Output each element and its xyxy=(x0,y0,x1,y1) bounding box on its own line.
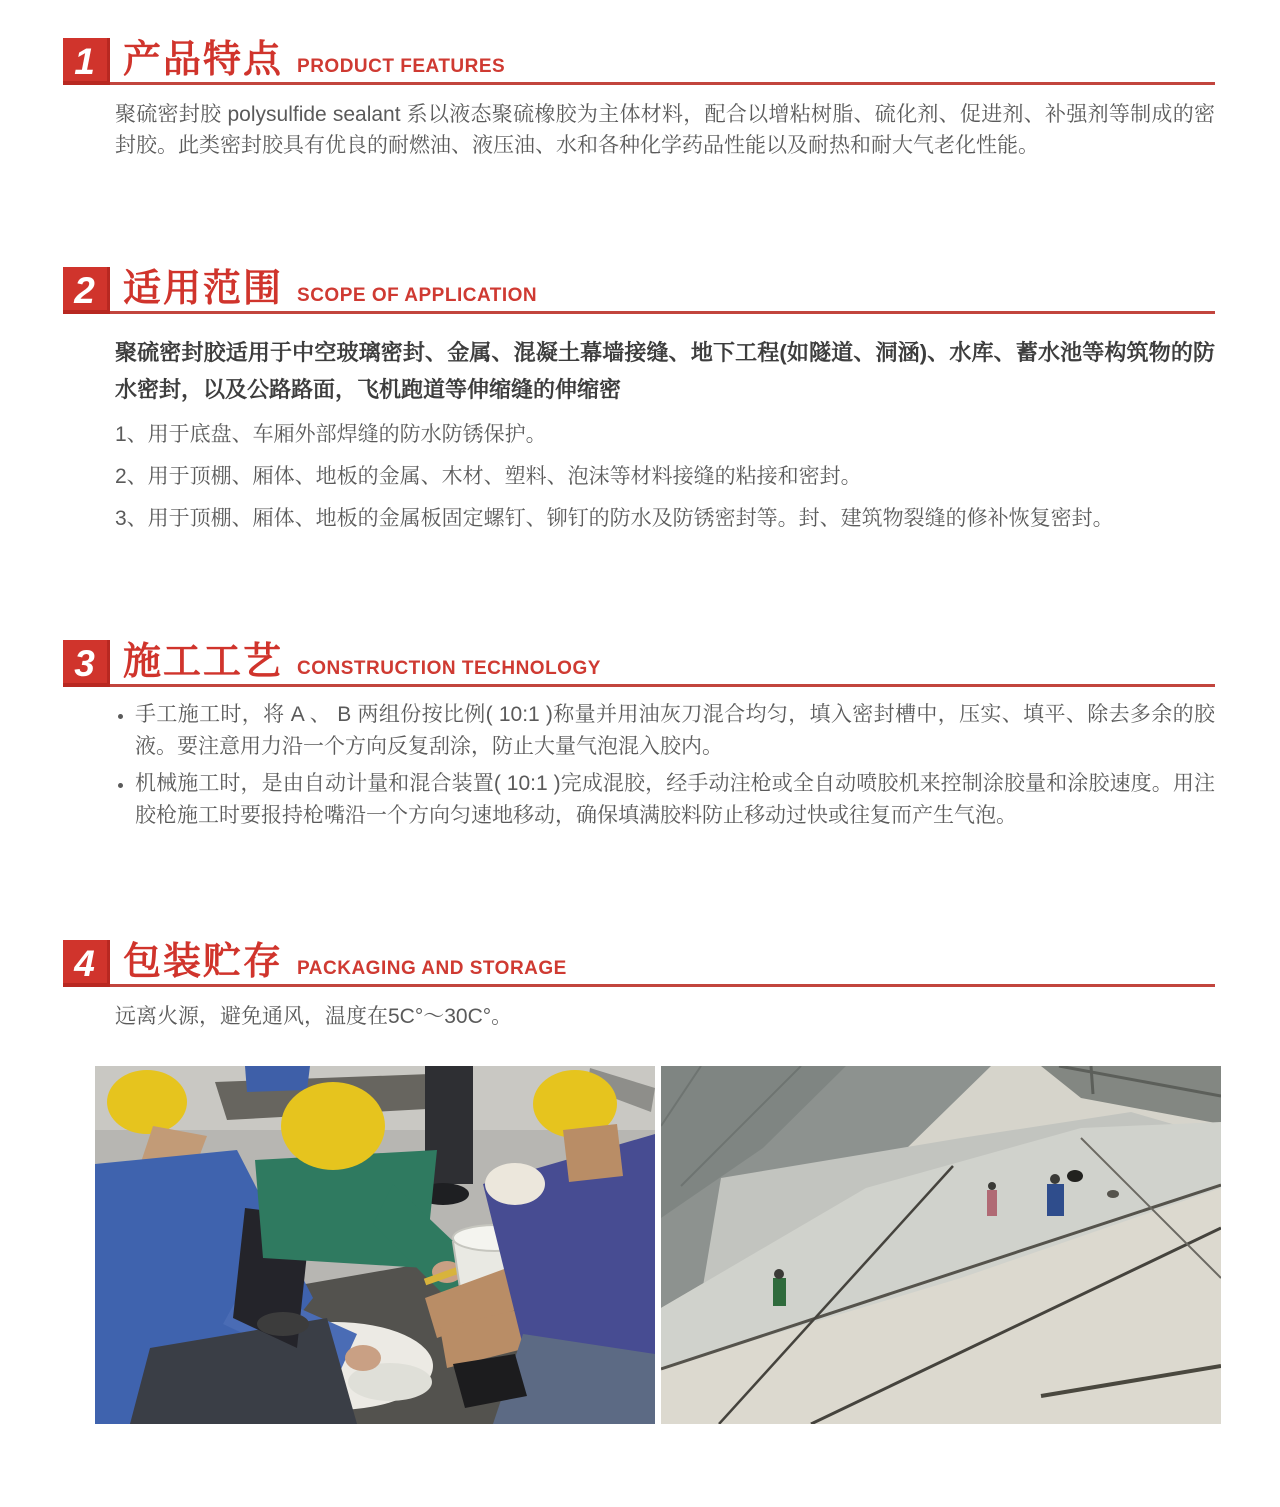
photo-row xyxy=(95,1066,1280,1424)
section-body xyxy=(115,99,1215,161)
sealant-workers-image xyxy=(95,1066,655,1424)
section-number-badge: 3 xyxy=(63,640,110,687)
list-item: 1、用于底盘、车厢外部焊缝的防水防锈保护。 xyxy=(115,423,547,446)
section-header-rule xyxy=(110,640,1215,687)
section-header xyxy=(63,640,1215,687)
section-title-en: SCOPE OF APPLICATION xyxy=(297,285,538,307)
section-scope-of-application xyxy=(63,267,1215,534)
section-body xyxy=(115,1001,1215,1032)
section-header xyxy=(63,267,1215,314)
section-title-zh: 施工工艺 xyxy=(123,641,284,684)
section-number-badge: 2 xyxy=(63,267,110,314)
photo-concrete-slope-joints xyxy=(661,1066,1221,1424)
concrete-slope-image xyxy=(661,1066,1221,1424)
section-header xyxy=(63,940,1215,987)
section-title-en: PACKAGING AND STORAGE xyxy=(297,958,567,980)
section-header xyxy=(63,38,1215,85)
section-title-en: CONSTRUCTION TECHNOLOGY xyxy=(297,658,601,680)
paragraph: 聚硫密封胶 polysulfide sealant 系以液态聚硫橡胶为主体材料，配合以增粘树脂、硫化剂、促进剂、补强剂等制成的密封胶。此类密封胶具有优良的耐燃油、液压油、水和各种化学药品性能以及耐热和耐大气老化性能。 xyxy=(115,103,1215,157)
photo-workers-applying-sealant xyxy=(95,1066,655,1424)
section-construction-technology xyxy=(63,640,1215,832)
paragraph: 远离火源，避免通风，温度在5C°～30C°。 xyxy=(115,1005,513,1028)
section-number-badge: 1 xyxy=(63,38,110,85)
section-title-zh: 包装贮存 xyxy=(123,941,284,984)
section-title-en: PRODUCT FEATURES xyxy=(297,56,506,78)
section-product-features xyxy=(63,38,1215,161)
section-number-badge: 4 xyxy=(63,940,110,987)
section-title-zh: 适用范围 xyxy=(123,268,284,311)
section-header-rule xyxy=(110,38,1215,85)
section-title-zh: 产品特点 xyxy=(123,39,284,82)
lead-paragraph: 聚硫密封胶适用于中空玻璃密封、金属、混凝土幕墙接缝、地下工程(如隧道、洞涵)、水库、蓄水池等构筑物的防水密封，以及公路路面，飞机跑道等伸缩缝的伸缩密 xyxy=(115,340,1215,402)
bullet-item: • 机械施工时，是由自动计量和混合装置( 10:1 )完成混胶，经手动注枪或全自动喷胶机来控制涂胶量和涂胶速度。用注胶枪施工时要报持枪嘴沿一个方向匀速地移动，确保填满胶料防止移动过快或往复而产生气泡。 xyxy=(135,768,1215,832)
list-item: 2、用于顶棚、厢体、地板的金属、木材、塑料、泡沫等材料接缝的粘接和密封。 xyxy=(115,465,862,488)
section-header-rule xyxy=(110,940,1215,987)
section-body xyxy=(115,699,1215,832)
section-body xyxy=(115,334,1215,534)
bullet-item: • 手工施工时，将 A 、 B 两组份按比例( 10:1 )称量并用油灰刀混合均匀，填入密封槽中，压实、填平、除去多余的胶液。要注意用力沿一个方向反复刮涂，防止大量气泡混入胶内。 xyxy=(135,699,1215,763)
section-header-rule xyxy=(110,267,1215,314)
section-packaging-and-storage xyxy=(63,940,1215,1032)
application-list xyxy=(115,420,1215,534)
list-item: 3、用于顶棚、厢体、地板的金属板固定螺钉、铆钉的防水及防锈密封等。封、建筑物裂缝的修补恢复密封。 xyxy=(115,507,1114,530)
construction-steps-list xyxy=(115,699,1215,832)
